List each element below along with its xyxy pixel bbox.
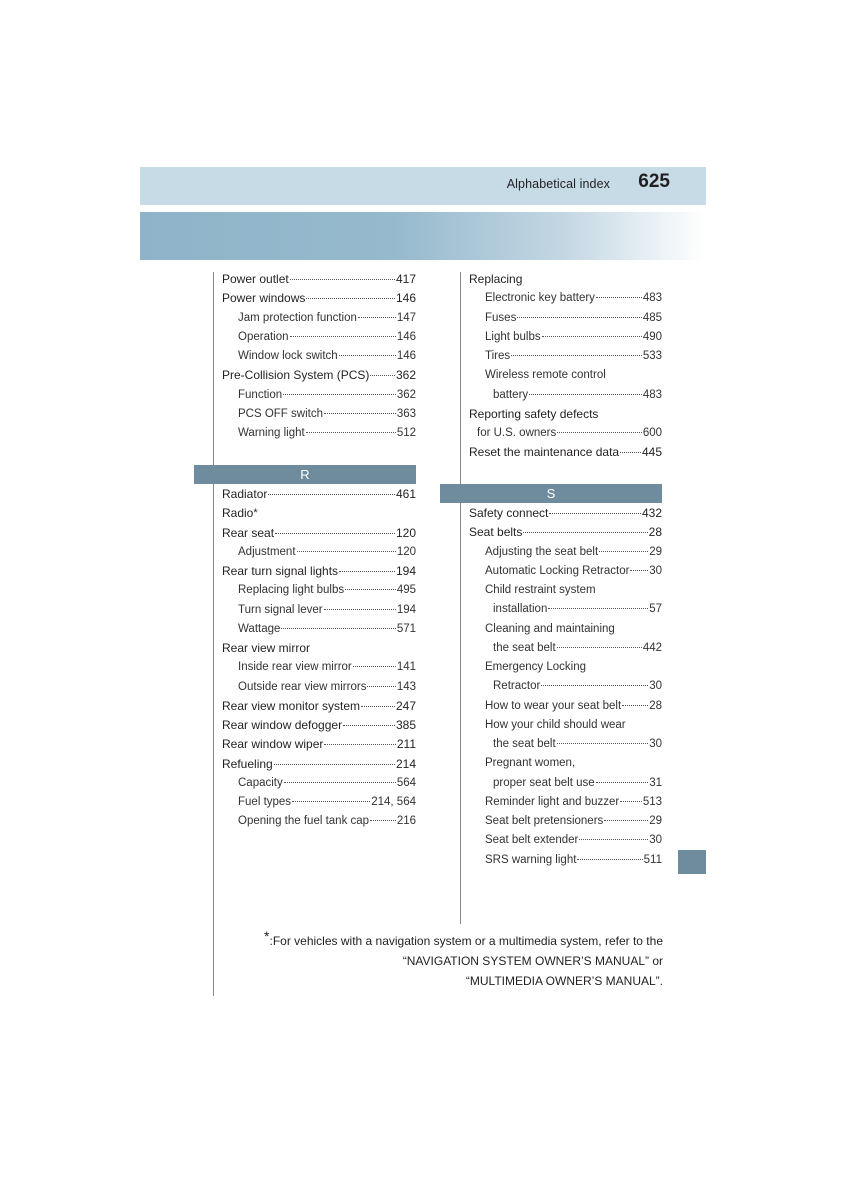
index-entry [485,658,662,677]
index-entry [493,386,662,405]
chapter-tab [678,850,706,874]
index-term: Fuses [485,311,517,324]
index-entry [222,716,416,735]
index-entry [485,754,662,773]
index-term: Pre-Collision System (PCS) [222,368,370,383]
index-page-ref: 29 [649,815,662,827]
index-term: Radiator [222,487,268,501]
index-term: Refueling [222,756,273,771]
index-page-ref: 57 [649,603,662,616]
footnote-reference: * [253,507,258,520]
index-term: proper seat belt use [493,776,595,789]
index-term: Reset the maintenance data [469,445,620,460]
dot-leader [281,627,395,629]
left-column-rule [213,272,214,996]
index-page-ref: 28 [649,699,662,712]
index-term: Seat belt pretensioners [485,815,604,827]
index-entry [222,755,416,774]
index-entry [238,581,416,600]
index-term: Function [238,388,283,401]
index-page-ref: 362 [396,388,416,401]
index-page-ref: 28 [648,525,662,540]
index-entry [238,658,416,677]
index-term: How your child should wear [485,718,626,731]
index-page-ref: 445 [641,445,662,460]
index-page-ref: 461 [395,487,416,501]
index-term: the seat belt [493,641,556,654]
index-entry [485,581,662,600]
letter-header-s: S [440,484,662,503]
index-page-ref: 211 [396,737,416,752]
index-entry [477,424,662,443]
index-page-ref: 214, 564 [371,796,416,808]
dot-leader [283,393,396,395]
dot-leader [557,742,649,744]
index-page-ref: 31 [649,776,662,789]
index-entry [222,735,416,754]
index-term: Reminder light and buzzer [485,795,620,808]
page-number: 625 [638,171,670,192]
footnote-line-2: “NAVIGATION SYSTEM OWNER’S MANUAL” or [402,954,663,968]
dot-leader [275,532,395,534]
index-entry [238,601,416,620]
dot-leader [596,296,642,298]
index-term: Operation [238,330,289,343]
footnote-line-3: “MULTIMEDIA OWNER’S MANUAL”. [465,974,663,988]
letter-header-r: R [194,465,416,484]
index-page-ref: 120 [396,545,416,558]
index-page-ref: 147 [396,311,416,324]
dot-leader [324,608,396,610]
dot-leader [306,297,395,299]
index-entry [222,524,416,543]
dot-leader [630,569,648,571]
index-entry [238,347,416,366]
dot-leader [324,412,396,414]
index-term: Replacing [469,272,523,286]
index-entry [485,812,662,831]
index-term: Child restraint system [485,584,596,596]
dot-leader [529,393,642,395]
index-page-ref: 533 [642,350,662,362]
index-entry [222,289,416,308]
index-entry [469,523,662,542]
dot-leader [284,781,396,783]
dot-leader [353,665,396,667]
index-page-ref: 194 [395,564,416,578]
index-page-ref: 385 [395,718,416,732]
dot-leader [306,431,396,433]
index-page-ref: 143 [396,680,416,693]
index-entry [485,562,662,581]
index-entry [485,620,662,639]
dot-leader [370,374,395,376]
index-entry [485,347,662,366]
index-entry [469,443,662,462]
index-term: Fuel types [238,796,292,808]
index-term: Light bulbs [485,330,541,343]
index-term: battery [493,388,529,401]
index-entry [238,424,416,443]
footnote-line-1: :For vehicles with a navigation system or a multimedia system, refer to the [269,934,663,948]
index-term: Safety connect [469,506,549,520]
index-entry [485,851,662,870]
dot-leader [523,531,647,533]
index-entry [493,600,662,619]
index-term: Opening the fuel tank cap [238,815,370,828]
index-entry [485,328,662,347]
index-term: Capacity [238,776,283,789]
dot-leader [548,607,648,609]
index-entry [238,328,416,347]
index-entry [485,716,662,735]
footnote-marker: * [264,928,270,944]
index-page-ref: 511 [643,853,662,866]
header-band [140,167,706,205]
index-entry [238,543,416,562]
index-term: Retractor [493,680,541,693]
index-page-ref: 362 [395,368,416,383]
dot-leader [361,705,395,707]
dot-leader [343,724,395,726]
index-entry [485,543,662,562]
index-term: Automatic Locking Retractor [485,564,630,577]
index-term: Rear window defogger [222,718,343,732]
index-page-ref: 194 [396,603,416,616]
index-entry [222,270,416,289]
dot-leader [541,684,648,686]
index-term: Rear turn signal lights [222,564,339,578]
index-page-ref: 214 [395,756,416,771]
index-entry [238,793,416,812]
index-term: Replacing light bulbs [238,584,345,597]
index-page-ref: 513 [642,795,662,808]
index-entry [238,309,416,328]
index-entry [238,386,416,405]
dot-leader [557,431,642,433]
index-term: PCS OFF switch [238,407,323,420]
dot-leader [599,550,648,552]
index-term: How to wear your seat belt [485,699,622,712]
index-term: Rear view mirror [222,641,311,655]
index-term: Rear window wiper [222,737,324,752]
index-term: Rear view monitor system [222,698,361,713]
index-term: Adjusting the seat belt [485,545,599,558]
dot-leader [596,781,649,783]
index-entry [485,289,662,308]
index-term: the seat belt [493,738,556,750]
index-entry [493,639,662,658]
dot-leader [339,570,395,572]
index-entry [222,639,416,658]
index-term: Tires [485,350,511,362]
index-term: installation [493,603,548,616]
index-entry [238,812,416,831]
index-term: Turn signal lever [238,603,323,616]
index-term: Adjustment [238,545,296,558]
index-entry [222,504,416,523]
index-page-ref: 363 [396,407,416,420]
dot-leader [292,800,370,802]
index-page-ref: 571 [396,622,416,635]
index-term: Cleaning and maintaining [485,622,615,635]
index-term: Window lock switch [238,350,338,362]
index-entry [238,678,416,697]
index-entry [238,774,416,793]
index-entry [222,562,416,581]
index-term: Inside rear view mirror [238,661,352,674]
dot-leader [367,685,395,687]
dot-leader [604,819,648,821]
index-entry [485,366,662,385]
header-gradient-band [140,212,706,260]
index-term: Electronic key battery [485,292,595,305]
index-page-ref: 483 [642,292,662,305]
footnote [264,930,663,991]
index-entry [469,405,662,424]
index-entry [493,774,662,793]
index-page-ref: 120 [395,525,416,540]
index-term: Power outlet [222,272,289,286]
index-term: Wattage [238,622,281,635]
index-page-ref: 247 [395,698,416,713]
index-entry [469,270,662,289]
dot-leader [370,819,396,821]
index-entry [485,697,662,716]
index-term: Seat belt extender [485,834,579,847]
index-page-ref: 564 [396,776,416,789]
dot-leader [620,451,641,453]
index-term: Warning light [238,427,305,439]
index-term: Reporting safety defects [469,406,599,421]
index-page-ref: 30 [649,680,662,693]
index-page-ref: 146 [396,350,416,362]
index-page-ref: 495 [396,584,416,597]
index-page-ref: 483 [642,388,662,401]
index-page-ref: 490 [642,330,662,343]
index-term: for U.S. owners [477,427,557,439]
index-term: Outside rear view mirrors [238,680,367,693]
dot-leader [577,858,642,860]
index-term: Power windows [222,291,306,306]
index-page-ref: 30 [649,834,662,847]
dot-leader [358,316,396,318]
section-title: Alphabetical index [506,177,610,191]
index-page-ref: 146 [396,330,416,343]
index-page-ref: 432 [641,506,662,520]
dot-leader [324,743,395,745]
index-term: Radio [222,506,254,521]
dot-leader [274,763,395,765]
dot-leader [620,800,642,802]
dot-leader [290,335,396,337]
index-entry [469,504,662,523]
dot-leader [549,512,641,514]
index-entry [238,405,416,424]
index-page-ref: 442 [642,641,662,654]
dot-leader [517,316,641,318]
index-page-ref: 216 [396,815,416,828]
index-page-ref: 512 [396,427,416,439]
index-term: Emergency Locking [485,661,586,673]
index-entry [485,793,662,812]
index-page-ref: 29 [649,545,662,558]
dot-leader [579,838,648,840]
index-entry [493,735,662,754]
index-entry [485,831,662,850]
dot-leader [290,278,395,280]
index-term: Wireless remote control [485,369,606,382]
index-page-ref: 30 [649,564,662,577]
index-term: Rear seat [222,525,275,540]
index-page-ref: 485 [642,311,662,324]
dot-leader [345,588,396,590]
index-entry [222,366,416,385]
dot-leader [268,493,395,495]
index-page-ref: 141 [396,661,416,674]
dot-leader [557,646,642,648]
index-term: SRS warning light [485,853,577,866]
index-page-ref: 146 [395,291,416,306]
dot-leader [297,550,396,552]
index-entry [222,697,416,716]
index-entry [485,309,662,328]
index-term: Jam protection function [238,311,357,324]
dot-leader [542,335,642,337]
dot-leader [511,354,642,356]
index-term: Pregnant women, [485,757,576,770]
index-term: Seat belts [469,525,523,540]
right-column-rule [460,272,461,924]
dot-leader [622,704,648,706]
index-entry [238,620,416,639]
index-page-ref: 30 [649,738,662,750]
index-page-ref: 600 [642,427,662,439]
index-entry [222,485,416,504]
dot-leader [339,354,396,356]
index-page-ref: 417 [395,272,416,286]
index-entry [493,677,662,696]
